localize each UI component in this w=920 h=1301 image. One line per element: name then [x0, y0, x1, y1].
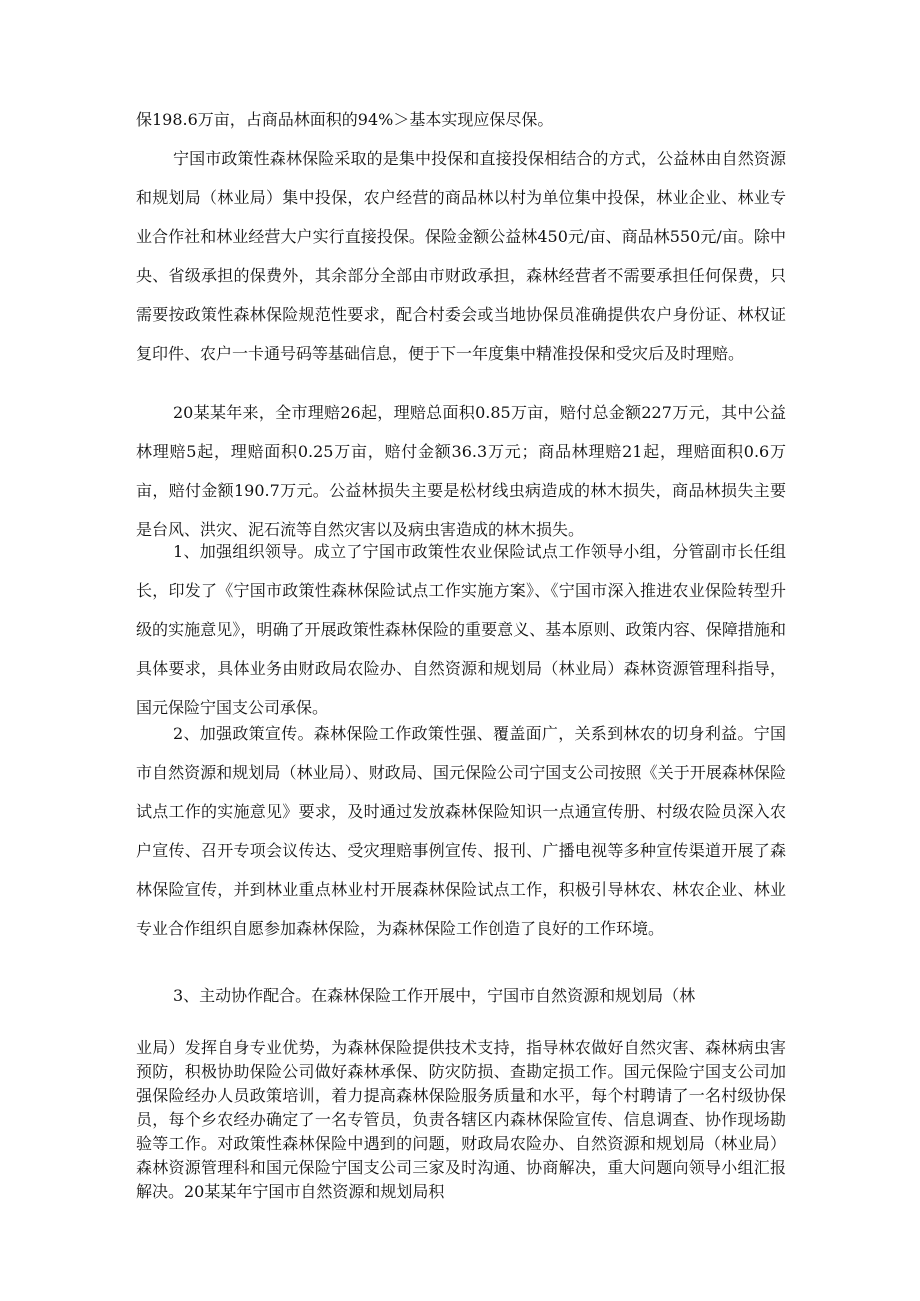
paragraph-organization-leadership: 1、加强组织领导。成立了宁国市政策性农业保险试点工作领导小组，分管副市长任组长，印发了《宁国市政策性森林保险试点工作实施方案》、《宁国市深入推进农业保险转型升级的实施意见》，明确了开展政策性森林保险的重要意义、基本原则、政策内容、保障措施和具体要求，具体业务由财政局农险办、自然资源和规划局（林业局）森林资源管理科指导，国元保险宁国支公司承保。 [136, 542, 786, 717]
paragraph-insurance-method: 宁国市政策性森林保险采取的是集中投保和直接投保相结合的方式，公益林由自然资源和规划局（林业局）集中投保，农户经营的商品林以村为单位集中投保，林业企业、林业专业合作社和林业经营大户实行直接投保。保险金额公益林450元/亩、商品林550元/亩。除中央、省级承担的保费外，其余部分全部由市财政承担，森林经营者不需要承担任何保费，只需要按政策性森林保险规范性要求，配合村委会或当地协保员准确提供农户身份证、林权证复印件、农户一卡通号码等基础信息，便于下一年度集中精准投保和受灾后及时理赔。 [136, 149, 786, 363]
paragraph-continuation: 保198.6万亩，占商品林面积的94%＞基本实现应保尽保。 [136, 110, 554, 129]
paragraph-cooperation-heading-line: 3、主动协作配合。在森林保险工作开展中，宁国市自然资源和规划局（林 [173, 986, 696, 1005]
paragraph-claims-summary: 20某某年来，全市理赔26起，理赔总面积0.85万亩，赔付总金额227万元，其中公益林理赔5起，理赔面积0.25万亩，赔付金额36.3万元；商品林理赔21起，理赔面积0.6万亩，赔付金额190.7万元。公益林损失主要是松材线虫病造成的林木损失，商品林损失主要是台风、洪灾、泥石流等自然灾害以及病虫害造成的林木损失。 [136, 403, 786, 539]
paragraph-cooperation-body: 业局）发挥自身专业优势，为森林保险提供技术支持，指导林农做好自然灾害、森林病虫害预防，积极协助保险公司做好森林承保、防灾防损、查勘定损工作。国元保险宁国支公司加强保险经办人员政策培训，着力提高森林保险服务质量和水平，每个村聘请了一名村级协保员，每个乡农经办确定了一名专管员，负责各辖区内森林保险宣传、信息调查、协作现场勘验等工作。对政策性森林保险中遇到的问题，财政局农险办、自然资源和规划局（林业局）森林资源管理科和国元保险宁国支公司三家及时沟通、协商解决，重大问题向领导小组汇报解决。20某某年宁国市自然资源和规划局积 [136, 1038, 786, 1201]
paragraph-policy-promotion: 2、加强政策宣传。森林保险工作政策性强、覆盖面广，关系到林农的切身利益。宁国市自然资源和规划局（林业局）、财政局、国元保险公司宁国支公司按照《关于开展森林保险试点工作的实施意见》要求，及时通过发放森林保险知识一点通宣传册、村级农险员深入农户宣传、召开专项会议传达、受灾理赔事例宣传、报刊、广播电视等多种宣传渠道开展了森林保险宣传，并到林业重点林业村开展森林保险试点工作，积极引导林农、林农企业、林业专业合作组织自愿参加森林保险，为森林保险工作创造了良好的工作环境。 [136, 724, 786, 938]
